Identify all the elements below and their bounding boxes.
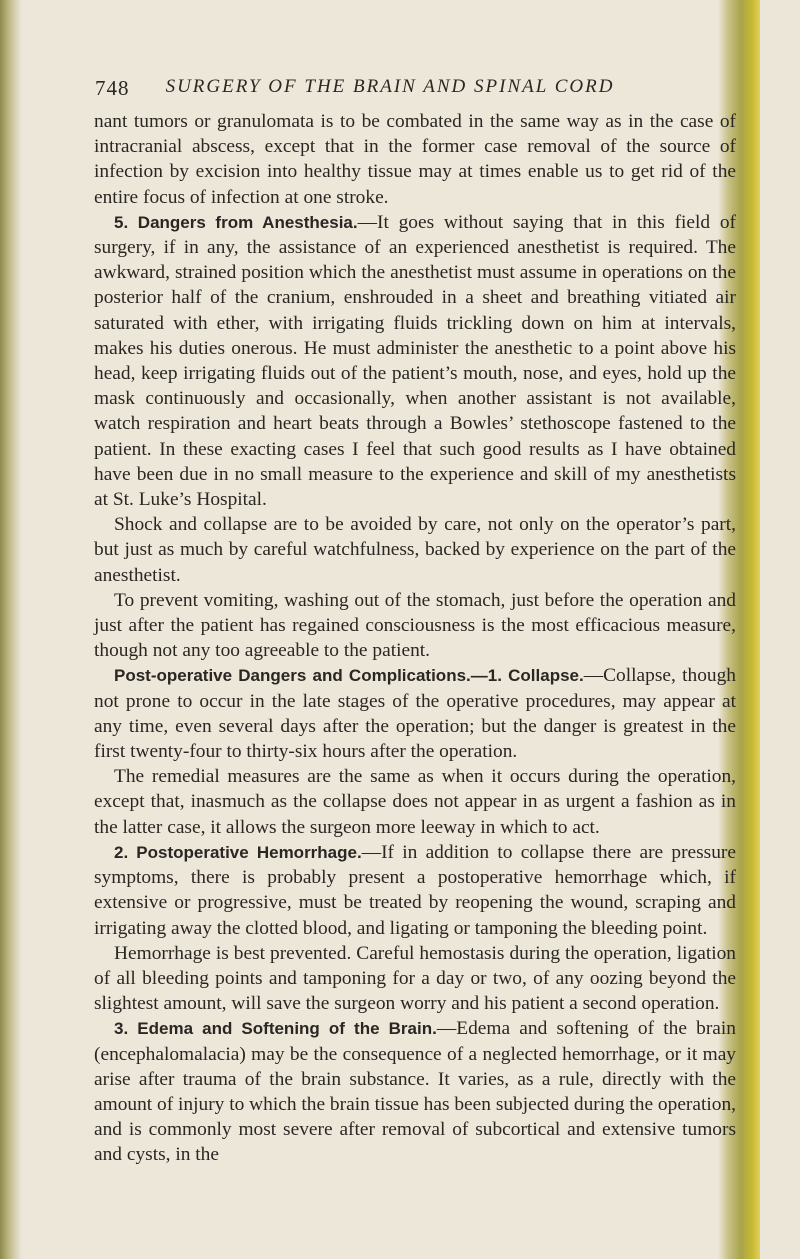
- section-heading-anesthesia: 5. Dangers from Anesthesia.: [114, 212, 358, 232]
- paragraph-8: [94, 941, 736, 1017]
- paragraph-3-text: Shock and collapse are to be avoided by care, not only on the operator’s part, but just as much by careful watchfulness, backed by experience on the part of the anesthetist.: [94, 514, 736, 586]
- paragraph-3: [94, 512, 736, 588]
- paragraph-6-text: The remedial measures are the same as when it occurs during the operation, except that, inasmuch as the collapse does not appear in as urgent a fashion as in the latter case, it allows the surgeon more leeway in which to act.: [94, 766, 736, 838]
- paragraph-9-text: —Edema and softening of the brain (encephalomalacia) may be the consequence of a neglected hemorrhage, or it may arise after trauma of the brain substance. It varies, as a rule, directly with the amount of injury to which the brain tissue has been subjected during the operation, and is commonly most severe after removal of subcortical and extensive tumors and cysts, in the: [94, 1018, 736, 1166]
- paragraph-7: [94, 840, 736, 941]
- paragraph-6: [94, 764, 736, 840]
- section-heading-hemorrhage: 2. Postoperative Hemorrhage.: [114, 842, 362, 862]
- body-text: [94, 109, 736, 1168]
- paragraph-9: [94, 1016, 736, 1167]
- paragraph-7-text: —If in addition to collapse there are pressure symptoms, there is probably present a postoperative hemorrhage which, if extensive or progressive, must be treated by reopening the wound, scraping and irrigating away the clotted blood, and ligating or tamponing the bleeding point.: [94, 841, 736, 939]
- section-heading-edema: 3. Edema and Softening of the Brain.: [114, 1019, 437, 1039]
- paragraph-2: [94, 210, 736, 512]
- paragraph-8-text: Hemorrhage is best prevented. Careful hemostasis during the operation, ligation of all bleeding points and tamponing for a day or two, of any oozing beyond the slightest amount, will save the surgeon worry and his patient a second operation.: [94, 942, 736, 1015]
- paragraph-5: [94, 663, 736, 764]
- paragraph-4-text: To prevent vomiting, washing out of the stomach, just before the operation and just after the patient has regained consciousness is the most efficacious measure, though not any too agreeable to the patient.: [94, 589, 736, 662]
- paragraph-1: [94, 109, 736, 210]
- paragraph-4: [94, 588, 736, 664]
- running-title: SURGERY OF THE BRAIN AND SPINAL CORD: [165, 76, 615, 97]
- paragraph-1-text: nant tumors or granulomata is to be combated in the same way as in the case of intracranial abscess, except that in the former case removal of the source of infection by excision into healthy tissue may at times enable us to get rid of the entire focus of infection at one stroke.: [94, 111, 736, 208]
- page-number: 748: [95, 76, 130, 100]
- paragraph-5-text: —Collapse, though not prone to occur in the late stages of the operative procedures, may appear at any time, even several days after the operation; but the danger is greatest in the first twenty-four to thirty-six hours after the operation.: [94, 665, 736, 763]
- paragraph-2-text: —It goes without saying that in this field of surgery, if in any, the assistance of an experienced anesthetist is required. The awkward, strained position which the anesthetist must assume in operations on the posterior half of the cranium, enshrouded in a sheet and breathing vitiated air saturated with ether, with irrigating fluids trickling down on him at intervals, makes his duties onerous. He must administer the anesthetic to a point above his head, keep irrigating fluids out of the patient’s mouth, nose, and eyes, hold up the mask continuously and occasionally, when another assistant is not available, watch respiration and heart beats through a Bowles’ stethoscope fastened to the patient. In these exacting cases I feel that such good results as I have obtained have been due in no small measure to the experience and skill of my anesthetists at St. Luke’s Hospital.: [94, 211, 736, 511]
- page-binding-edge: [0, 0, 22, 1259]
- page-header: [95, 76, 655, 102]
- section-heading-postoperative: Post-operative Dangers and Complications.—1. Collapse.: [114, 666, 584, 686]
